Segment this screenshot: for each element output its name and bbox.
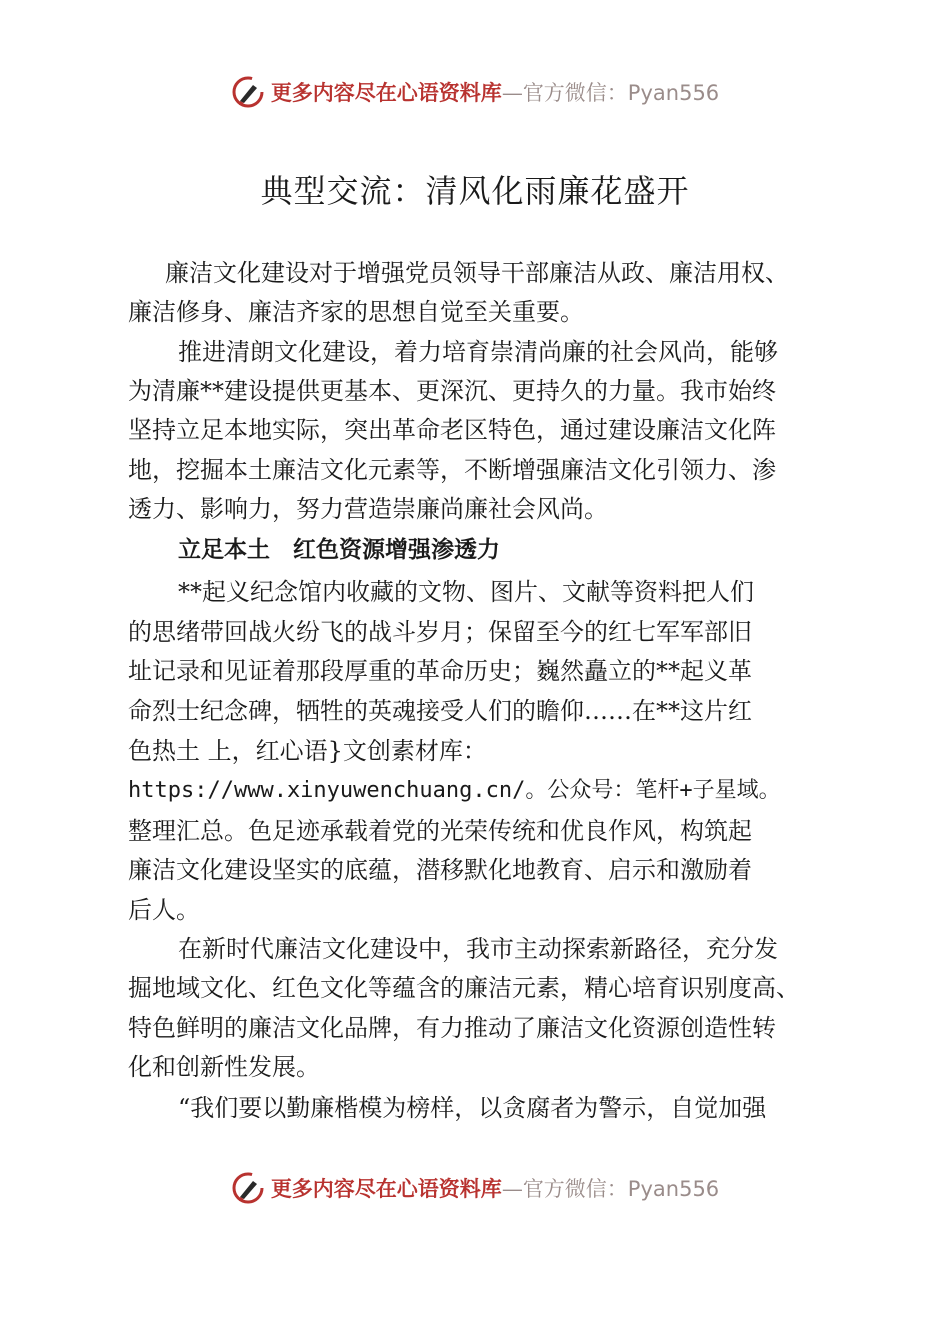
banner-wechat: 官方微信：Pyan556 (522, 1177, 720, 1201)
banner-dash: — (501, 81, 523, 105)
body-line: 廉洁修身、廉洁齐家的思想自觉至关重要。 (128, 298, 584, 326)
section-heading: 立足本土 红色资源增强渗透力 (178, 537, 500, 563)
body-line: 整理汇总。色足迹承载着党的光荣传统和优良作风，构筑起 (128, 817, 752, 845)
body-line: 掘地域文化、红色文化等蕴含的廉洁元素，精心培育识别度高、 (128, 974, 800, 1002)
footer-banner (0, 1168, 950, 1208)
body-line: 透力、影响力，努力营造崇廉尚廉社会风尚。 (128, 495, 608, 523)
body-line: 地，挖掘本土廉洁文化元素等，不断增强廉洁文化引领力、渗 (128, 456, 776, 484)
banner-brand: 更多内容尽在心语资料库 (270, 80, 502, 105)
body-line: 在新时代廉洁文化建设中，我市主动探索新路径，充分发 (178, 935, 778, 963)
body-line: 命烈士纪念碑，牺牲的英魂接受人们的瞻仰……在**这片红 (128, 697, 752, 725)
body-line: 坚持立足本地实际，突出革命老区特色，通过建设廉洁文化阵 (128, 416, 776, 444)
body-line-url: https://www.xinyuwenchuang.cn/。公众号：笔杆+子星域。 (128, 778, 781, 803)
body-line: 的思绪带回战火纷飞的战斗岁月；保留至今的红七军军部旧 (128, 618, 752, 646)
body-line: “我们要以勤廉楷模为榜样，以贪腐者为警示，自觉加强 (178, 1094, 767, 1122)
header-banner (0, 72, 950, 112)
banner-wechat: 官方微信：Pyan556 (522, 81, 720, 105)
body-line: 特色鲜明的廉洁文化品牌，有力推动了廉洁文化资源创造性转 (128, 1014, 776, 1042)
banner-text (271, 1173, 719, 1203)
pen-logo-icon (231, 75, 265, 109)
banner-text (271, 77, 719, 107)
body-line: 址记录和见证着那段厚重的革命历史；巍然矗立的**起义革 (128, 657, 752, 685)
banner-brand: 更多内容尽在心语资料库 (270, 1176, 502, 1201)
body-line: 推进清朗文化建设，着力培育崇清尚廉的社会风尚，能够 (178, 338, 778, 366)
body-line: 廉洁文化建设坚实的底蕴，潜移默化地教育、启示和激励着 (128, 856, 752, 884)
banner-dash: — (501, 1177, 523, 1201)
body-line: 色热土 上，红心语}文创素材库： (128, 737, 487, 765)
body-line: 后人。 (128, 896, 200, 924)
body-line: 为清廉**建设提供更基本、更深沉、更持久的力量。我市始终 (128, 377, 776, 405)
pen-logo-icon (231, 1171, 265, 1205)
document-title: 典型交流：清风化雨廉花盛开 (260, 172, 690, 210)
body-line: **起义纪念馆内收藏的文物、图片、文献等资料把人们 (178, 578, 754, 606)
body-line: 廉洁文化建设对于增强党员领导干部廉洁从政、廉洁用权、 (165, 259, 789, 287)
body-line: 化和创新性发展。 (128, 1053, 320, 1081)
